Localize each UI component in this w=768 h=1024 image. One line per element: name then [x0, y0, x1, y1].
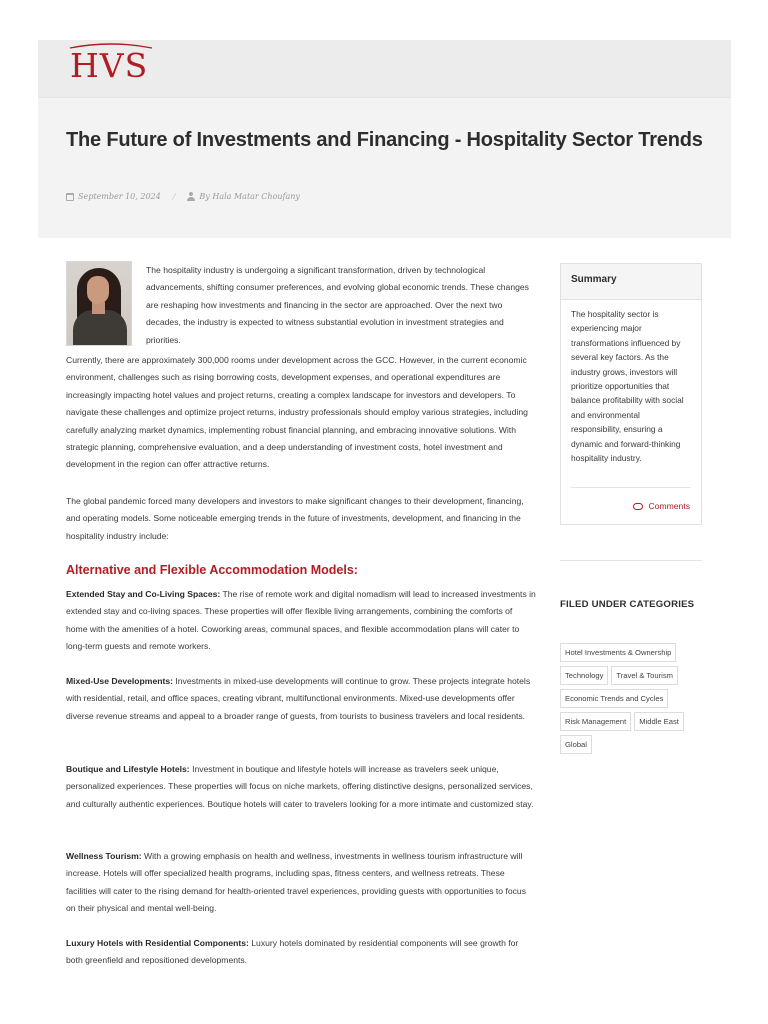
item-mixed-use — [66, 673, 536, 725]
calendar-icon — [66, 193, 74, 201]
item-luxury — [66, 935, 536, 970]
hvs-logo[interactable] — [68, 42, 154, 86]
summary-title: Summary — [561, 264, 701, 300]
tag-global[interactable]: Global — [560, 735, 592, 754]
logo-text: HVS — [70, 46, 149, 85]
page-title: The Future of Investments and Financing - Hospitality Sector Trends — [66, 129, 703, 151]
item-label: Extended Stay and Co-Living Spaces: — [66, 589, 221, 599]
summary-box — [560, 263, 702, 525]
item-text: With a growing emphasis on health and wellness, investments in wellness tourism infrastructure will increase. Hotels will offer specialized health programs, including spas, fitness centers, and wellness retreats. These facilities will cater to the rising demand for health-oriented travel experiences, providing guests with opportunities to focus on their physical and mental well-being. — [66, 851, 527, 914]
comments-link[interactable] — [633, 501, 690, 511]
user-icon — [187, 192, 195, 201]
item-text: The rise of remote work and digital nomadism will lead to increased investments in extended stay and co-living spaces. These properties will offer flexible living arrangements, combining the comforts of home with the amenities of a hotel. Coworking areas, communal spaces, and flexible accommodation plans will cater to long-term guests and remote workers. — [66, 589, 536, 652]
paragraph-gcc: Currently, there are approximately 300,000 rooms under development across the GCC. However, in the current economic environment, challenges such as rising borrowing costs, development expenses, and operational expenditures are increasingly impacting hotel values and project returns, creating a complex landscape for investors and developers. To navigate these challenges and optimize project returns, industry professionals should employ various strategies, including carefully analyzing market dynamics, implementing robust financial planning, and embracing innovative solutions. With strategic planning, comprehensive evaluation, and a deep understanding of investment costs, hotel investment and development in the region can offer attractive returns. — [66, 355, 528, 470]
tag-economic-trends[interactable]: Economic Trends and Cycles — [560, 689, 668, 708]
item-label: Mixed-Use Developments: — [66, 676, 173, 686]
item-text: Luxury hotels dominated by residential components will see growth for both greenfield and repositioned developments. — [66, 938, 519, 966]
tag-technology[interactable]: Technology — [560, 666, 608, 685]
title-band — [38, 97, 731, 238]
item-extended-stay — [66, 586, 536, 656]
sidebar-divider — [560, 560, 702, 561]
item-boutique — [66, 761, 536, 813]
tag-travel-tourism[interactable]: Travel & Tourism — [611, 666, 678, 685]
item-label: Luxury Hotels with Residential Components: — [66, 938, 249, 948]
intro-paragraph: The hospitality industry is undergoing a significant transformation, driven by technological advancements, shifting consumer preferences, and evolving global economic trends. These changes are reshaping how investments and financing in the sector are approached. Over the next two decades, the industry is expected to witness substantial evolution in investment strategies and priorities. — [146, 265, 529, 345]
section-heading: Alternative and Flexible Accommodation Models: — [66, 563, 358, 577]
author-photo — [66, 261, 132, 346]
item-text: Investments in mixed-use developments will continue to grow. These projects integrate hotels with residential, retail, and office spaces, creating vibrant, multifunctional environments. Mixed-use developments offer diverse revenue streams and appeal to a broader range of guests, from tourists to business travelers and local residents. — [66, 676, 531, 721]
summary-text: The hospitality sector is experiencing major transformations influenced by several key factors. As the industry grows, investors will prioritize opportunities that balance profitability with social and environmental responsibility, ensuring a dynamic and forward-thinking hospitality industry. — [571, 309, 684, 464]
summary-divider — [571, 487, 691, 488]
item-label: Boutique and Lifestyle Hotels: — [66, 764, 190, 774]
article-date: September 10, 2024 — [78, 192, 161, 201]
comments-label: Comments — [648, 501, 690, 511]
category-tags — [560, 643, 705, 754]
item-text: Investment in boutique and lifestyle hotels will increase as travelers seek unique, personalized experiences. These properties will focus on niche markets, offering distinctive designs, personalized services, and culturally authentic experiences. Boutique hotels will cater to travelers looking for a more intimate and customized stay. — [66, 764, 534, 809]
comment-bubble-icon — [633, 503, 643, 510]
article-author[interactable]: By Hala Matar Choufany — [199, 192, 300, 201]
meta-separator: / — [172, 192, 176, 201]
article-meta — [66, 192, 300, 201]
item-wellness — [66, 848, 536, 918]
tag-risk-management[interactable]: Risk Management — [560, 712, 631, 731]
tag-middle-east[interactable]: Middle East — [634, 712, 684, 731]
tag-hotel-investments[interactable]: Hotel Investments & Ownership — [560, 643, 676, 662]
paragraph-pandemic: The global pandemic forced many developers and investors to make significant changes to their development, financing, and operating models. Some noticeable emerging trends in the future of investments, development, and financing in the hospitality industry include: — [66, 496, 524, 541]
item-label: Wellness Tourism: — [66, 851, 142, 861]
filed-under-title: FILED UNDER CATEGORIES — [560, 599, 695, 610]
